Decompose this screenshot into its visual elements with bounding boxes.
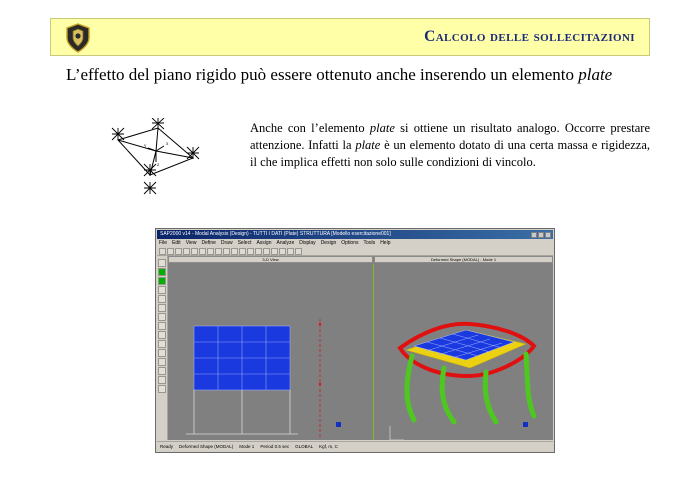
menu-item-help[interactable]: Help bbox=[380, 240, 391, 246]
minimize-button[interactable] bbox=[531, 232, 537, 238]
select-all-tool-icon[interactable] bbox=[158, 268, 166, 276]
deformed-shape-icon[interactable] bbox=[279, 248, 286, 255]
run-analysis-icon[interactable] bbox=[271, 248, 278, 255]
restraint-tool-icon[interactable] bbox=[158, 322, 166, 330]
menu-item-analyze[interactable]: Analyze bbox=[276, 240, 295, 246]
zoom-in-icon[interactable] bbox=[215, 248, 222, 255]
viewport-header-right[interactable]: Deformed Shape (MODAL) - Mode 1 bbox=[374, 256, 553, 263]
menu-item-design[interactable]: Design bbox=[320, 240, 337, 246]
yz-view-icon[interactable] bbox=[263, 248, 270, 255]
label-tool-icon[interactable] bbox=[158, 376, 166, 384]
assign-icon[interactable] bbox=[295, 248, 302, 255]
scroll-marker-left[interactable] bbox=[336, 422, 341, 427]
axis-label-y: y bbox=[144, 144, 147, 149]
toolbar[interactable] bbox=[157, 247, 553, 256]
menu-item-select[interactable]: Select bbox=[237, 240, 252, 246]
viewport-header-left[interactable]: 3-D View bbox=[168, 256, 373, 263]
undeformed-model-view bbox=[168, 264, 373, 453]
frame-node-sketch bbox=[78, 118, 228, 203]
menu-item-file[interactable]: File bbox=[159, 240, 168, 246]
menu-item-options[interactable]: Options bbox=[341, 240, 359, 246]
body-emphasis-2: plate bbox=[355, 138, 381, 152]
refresh-icon[interactable] bbox=[207, 248, 214, 255]
axis-label-z: z bbox=[157, 163, 160, 168]
shield-emblem-icon bbox=[61, 21, 95, 55]
maximize-button[interactable] bbox=[538, 232, 544, 238]
menu-item-display[interactable]: Display bbox=[299, 240, 316, 246]
status-ready: Ready bbox=[160, 444, 174, 449]
forces-icon[interactable] bbox=[287, 248, 294, 255]
rotate-3d-icon[interactable] bbox=[239, 248, 246, 255]
lead-paragraph bbox=[66, 62, 638, 87]
quick-draw-tool-icon[interactable] bbox=[158, 313, 166, 321]
section-tool-icon[interactable] bbox=[158, 331, 166, 339]
body-emphasis-1: plate bbox=[369, 121, 395, 135]
close-button[interactable] bbox=[545, 232, 551, 238]
body-text-1: Anche con l’elemento bbox=[250, 121, 370, 135]
status-coordinate-system[interactable]: GLOBAL bbox=[295, 444, 314, 449]
pan-icon[interactable] bbox=[231, 248, 238, 255]
xz-view-icon[interactable] bbox=[255, 248, 262, 255]
window-control-buttons[interactable] bbox=[527, 232, 551, 238]
page-title: Calcolo delle sollecitazioni bbox=[424, 28, 635, 45]
status-display-type: Deformed Shape (MODAL) bbox=[179, 444, 234, 449]
application-window bbox=[155, 228, 555, 453]
menu-item-draw[interactable]: Draw bbox=[220, 240, 233, 246]
lead-emphasis: plate bbox=[578, 65, 613, 84]
status-units[interactable]: Kgf, m, C bbox=[319, 444, 338, 449]
lead-text: L’effetto del piano rigido può essere ottenuto anche inserendo un elemento bbox=[66, 65, 579, 84]
extrude-tool-icon[interactable] bbox=[158, 385, 166, 393]
zoom-out-icon[interactable] bbox=[223, 248, 230, 255]
draw-frame-tool-icon[interactable] bbox=[158, 286, 166, 294]
body-text-2: si ottiene un risultato analogo. Occorre prestare attenzione. Infatti la bbox=[250, 121, 650, 152]
window-title-bar bbox=[157, 230, 553, 239]
body-paragraph bbox=[250, 120, 650, 171]
status-period: Period 0.5 sec bbox=[260, 444, 290, 449]
draw-area-tool-icon[interactable] bbox=[158, 295, 166, 303]
menu-bar[interactable] bbox=[157, 239, 553, 247]
xy-view-icon[interactable] bbox=[247, 248, 254, 255]
left-toolbar[interactable] bbox=[157, 256, 168, 440]
redo-icon[interactable] bbox=[199, 248, 206, 255]
scroll-marker-right[interactable] bbox=[523, 422, 528, 427]
window-title: SAP2000 v14 - Modal Analysis (Design) - TUTTI I DATI (Plate) STRUTTURA [Modello esercitazione001] bbox=[160, 231, 391, 237]
axis-label-x: x bbox=[166, 142, 169, 147]
open-file-icon[interactable] bbox=[167, 248, 174, 255]
menu-item-edit[interactable]: Edit bbox=[172, 240, 181, 246]
pointer-tool-icon[interactable] bbox=[158, 259, 166, 267]
menu-item-tools[interactable]: Tools bbox=[363, 240, 376, 246]
header-bar bbox=[50, 18, 650, 56]
deselect-tool-icon[interactable] bbox=[158, 277, 166, 285]
menu-item-assign[interactable]: Assign bbox=[256, 240, 272, 246]
status-mode: Mode 1 bbox=[239, 444, 255, 449]
draw-point-tool-icon[interactable] bbox=[158, 304, 166, 312]
status-bar bbox=[157, 441, 553, 451]
menu-item-view[interactable]: View bbox=[185, 240, 197, 246]
snap-tool-icon[interactable] bbox=[158, 358, 166, 366]
print-icon[interactable] bbox=[183, 248, 190, 255]
load-tool-icon[interactable] bbox=[158, 340, 166, 348]
new-file-icon[interactable] bbox=[159, 248, 166, 255]
body-text-3: è un elemento dotato di una certa massa e rigidezza, il che implica effetti non solo sulle condizioni di vincolo. bbox=[250, 138, 650, 169]
mesh-tool-icon[interactable] bbox=[158, 349, 166, 357]
menu-item-define[interactable]: Define bbox=[201, 240, 216, 246]
grid-tool-icon[interactable] bbox=[158, 367, 166, 375]
save-icon[interactable] bbox=[175, 248, 182, 255]
model-canvas[interactable] bbox=[168, 256, 553, 440]
undo-icon[interactable] bbox=[191, 248, 198, 255]
